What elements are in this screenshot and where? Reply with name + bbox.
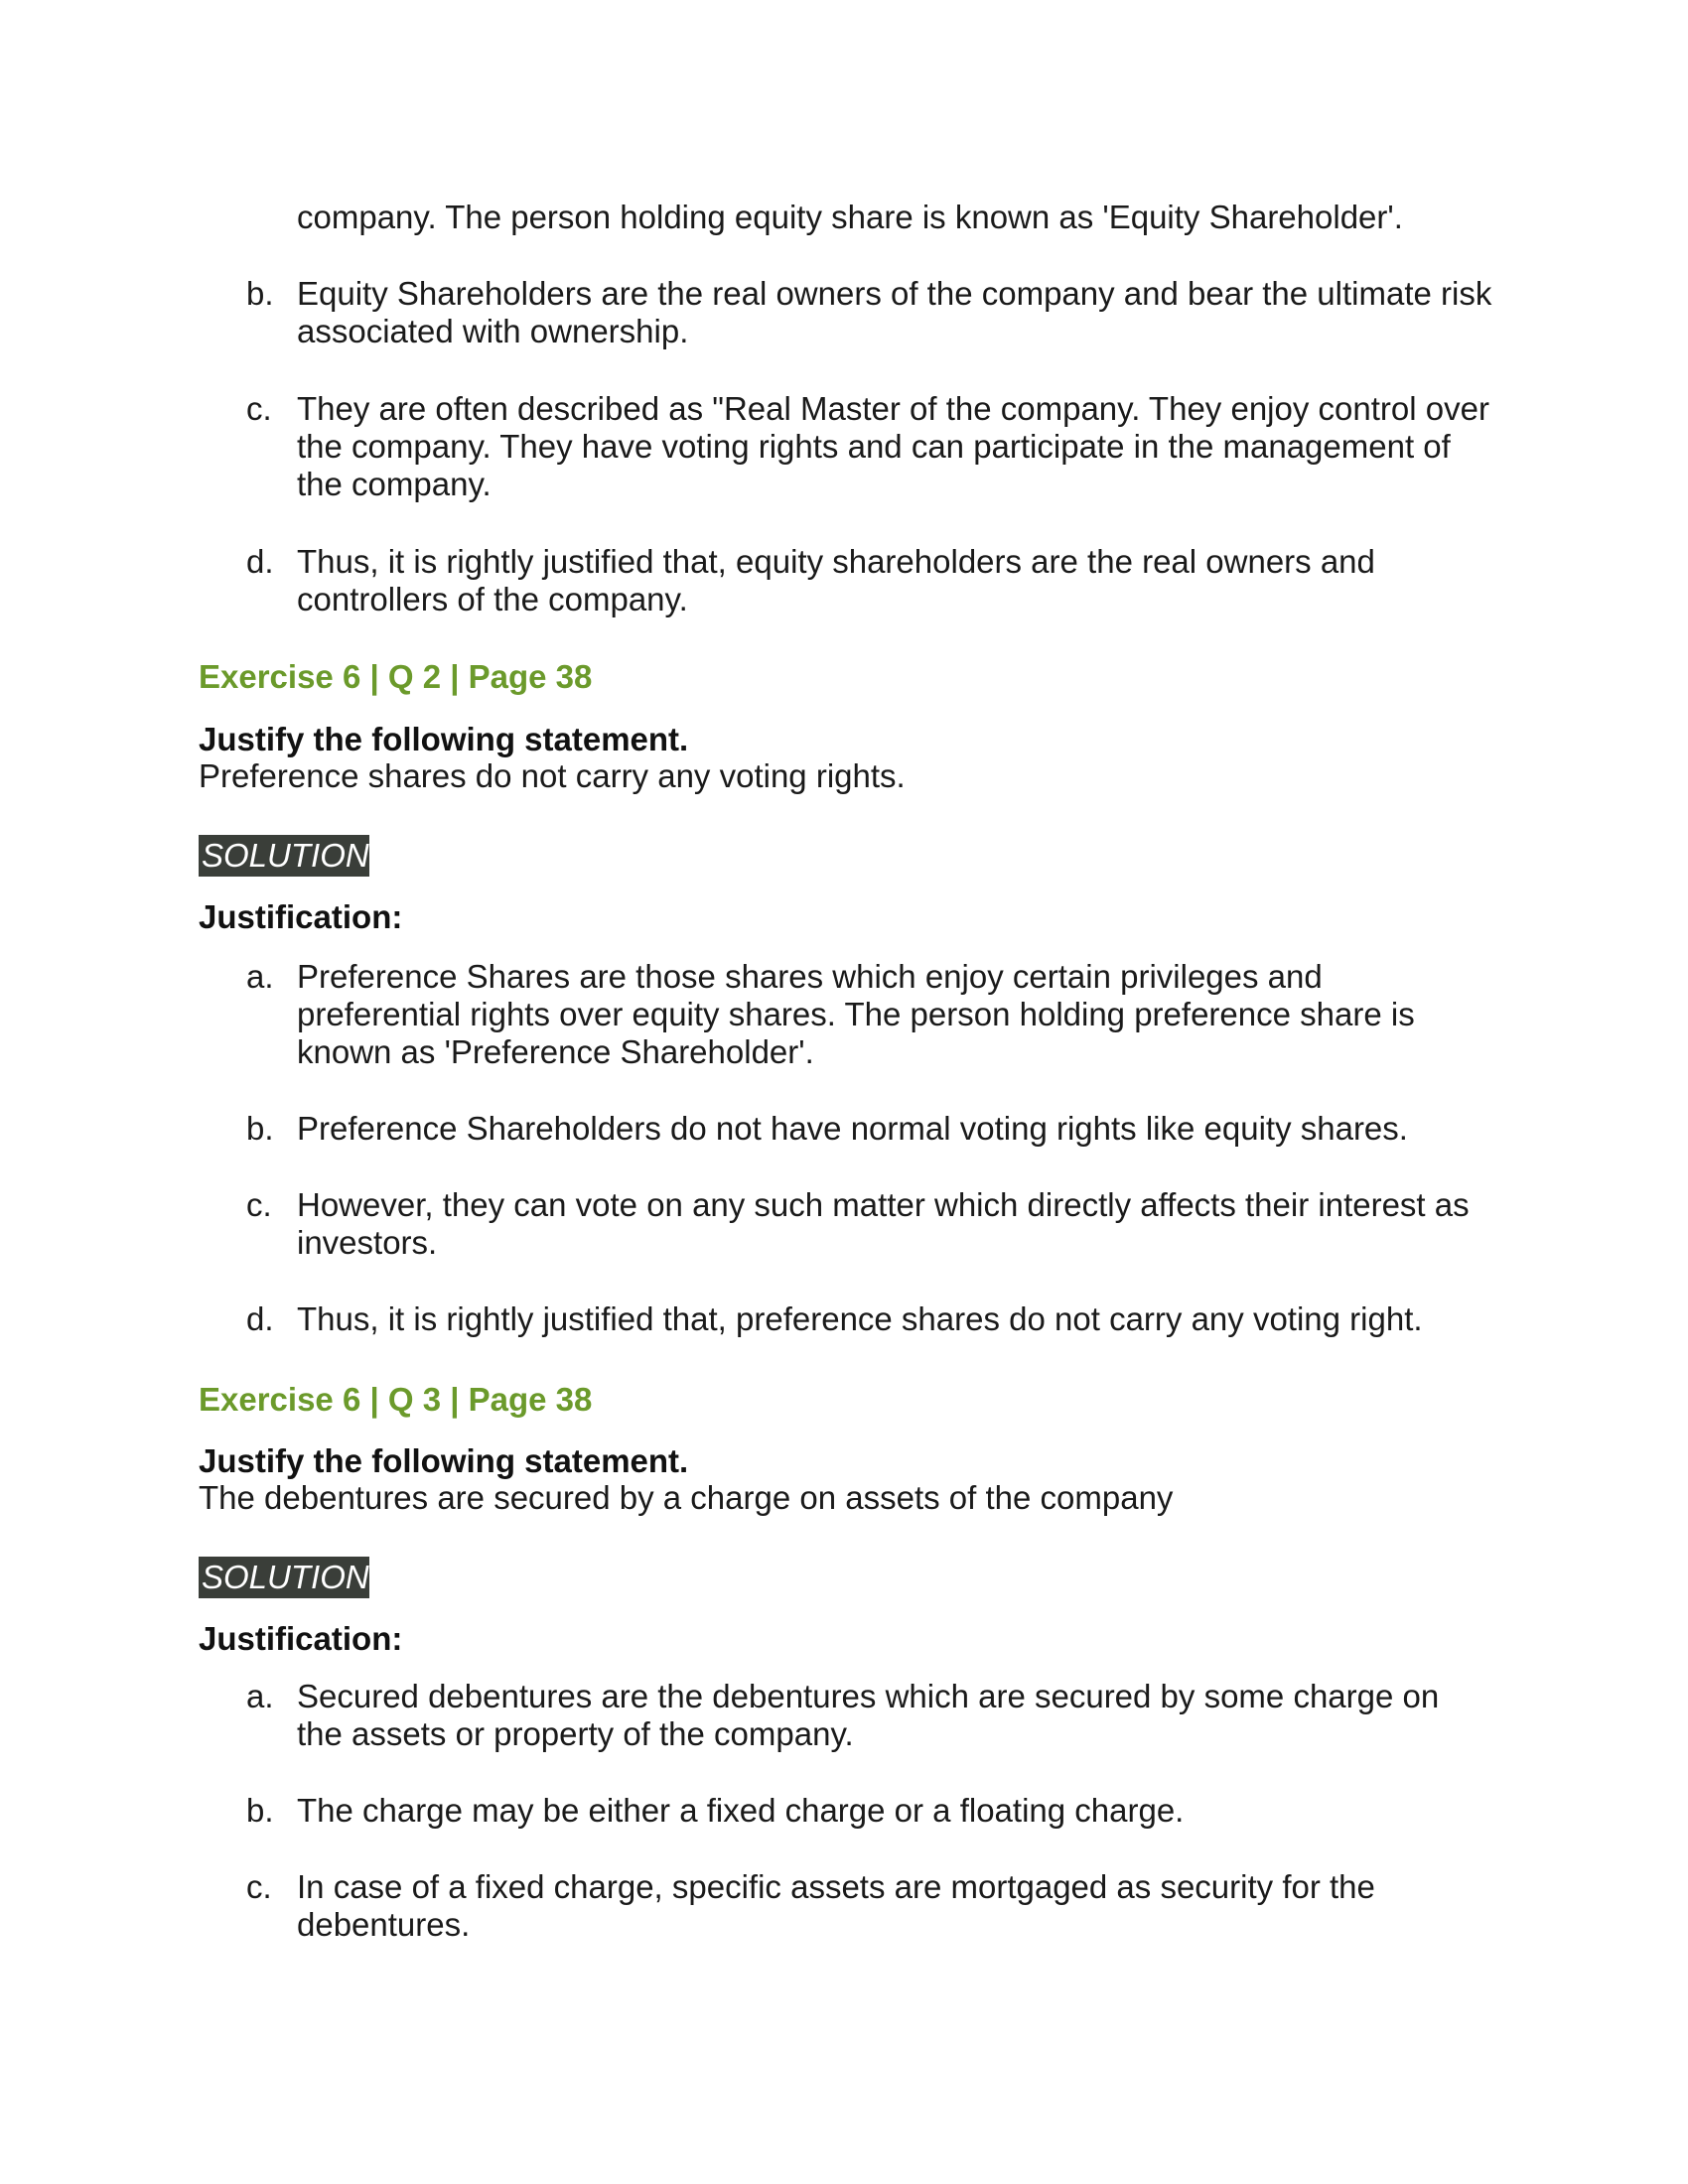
list-item-label: d. — [246, 1300, 274, 1337]
list-item-text: They are often described as "Real Master of the company. They enjoy control over the company. They have voting rights and can participate in the management of the company. — [297, 390, 1489, 502]
list-item-label: c. — [246, 1868, 272, 1905]
list-item-text: Equity Shareholders are the real owners of the company and bear the ultimate risk associated with ownership. — [297, 275, 1492, 349]
intro-continuation: company. The person holding equity share is known as 'Equity Shareholder'. — [297, 199, 1403, 235]
list-item-label: b. — [246, 1110, 274, 1147]
list-item-text: However, they can vote on any such matter which directly affects their interest as investors. — [297, 1186, 1470, 1261]
question-title: Justify the following statement. — [199, 721, 689, 757]
justification-label: Justification: — [199, 1620, 403, 1657]
solution-label: SOLUTION — [199, 1557, 369, 1598]
question-title: Justify the following statement. — [199, 1442, 689, 1479]
list-item-text: Preference Shareholders do not have normal voting rights like equity shares. — [297, 1110, 1408, 1147]
list-item-label: d. — [246, 543, 274, 580]
list-item-label: a. — [246, 1678, 274, 1714]
exercise-heading: Exercise 6 | Q 2 | Page 38 — [199, 658, 593, 695]
list-item-text: In case of a fixed charge, specific assets are mortgaged as security for the debentures. — [297, 1868, 1375, 1943]
question-text: Preference shares do not carry any voting rights. — [199, 757, 906, 794]
list-item-text: Thus, it is rightly justified that, equity shareholders are the real owners and controllers of the company. — [297, 543, 1375, 617]
list-item-label: c. — [246, 390, 272, 427]
exercise-heading: Exercise 6 | Q 3 | Page 38 — [199, 1381, 593, 1418]
justification-label: Justification: — [199, 898, 403, 935]
list-item-label: b. — [246, 275, 274, 312]
list-item-label: c. — [246, 1186, 272, 1223]
list-item-text: The charge may be either a fixed charge or a floating charge. — [297, 1792, 1185, 1829]
list-item-text: Thus, it is rightly justified that, preference shares do not carry any voting right. — [297, 1300, 1423, 1337]
list-item-text: Preference Shares are those shares which enjoy certain privileges and preferential rights over equity shares. The person holding preference share is known as 'Preference Shareholder'. — [297, 958, 1415, 1070]
list-item-label: a. — [246, 958, 274, 995]
question-text: The debentures are secured by a charge on assets of the company — [199, 1479, 1174, 1516]
list-item-text: Secured debentures are the debentures which are secured by some charge on the assets or property of the company. — [297, 1678, 1440, 1752]
solution-label: SOLUTION — [199, 835, 369, 877]
list-item-label: b. — [246, 1792, 274, 1829]
